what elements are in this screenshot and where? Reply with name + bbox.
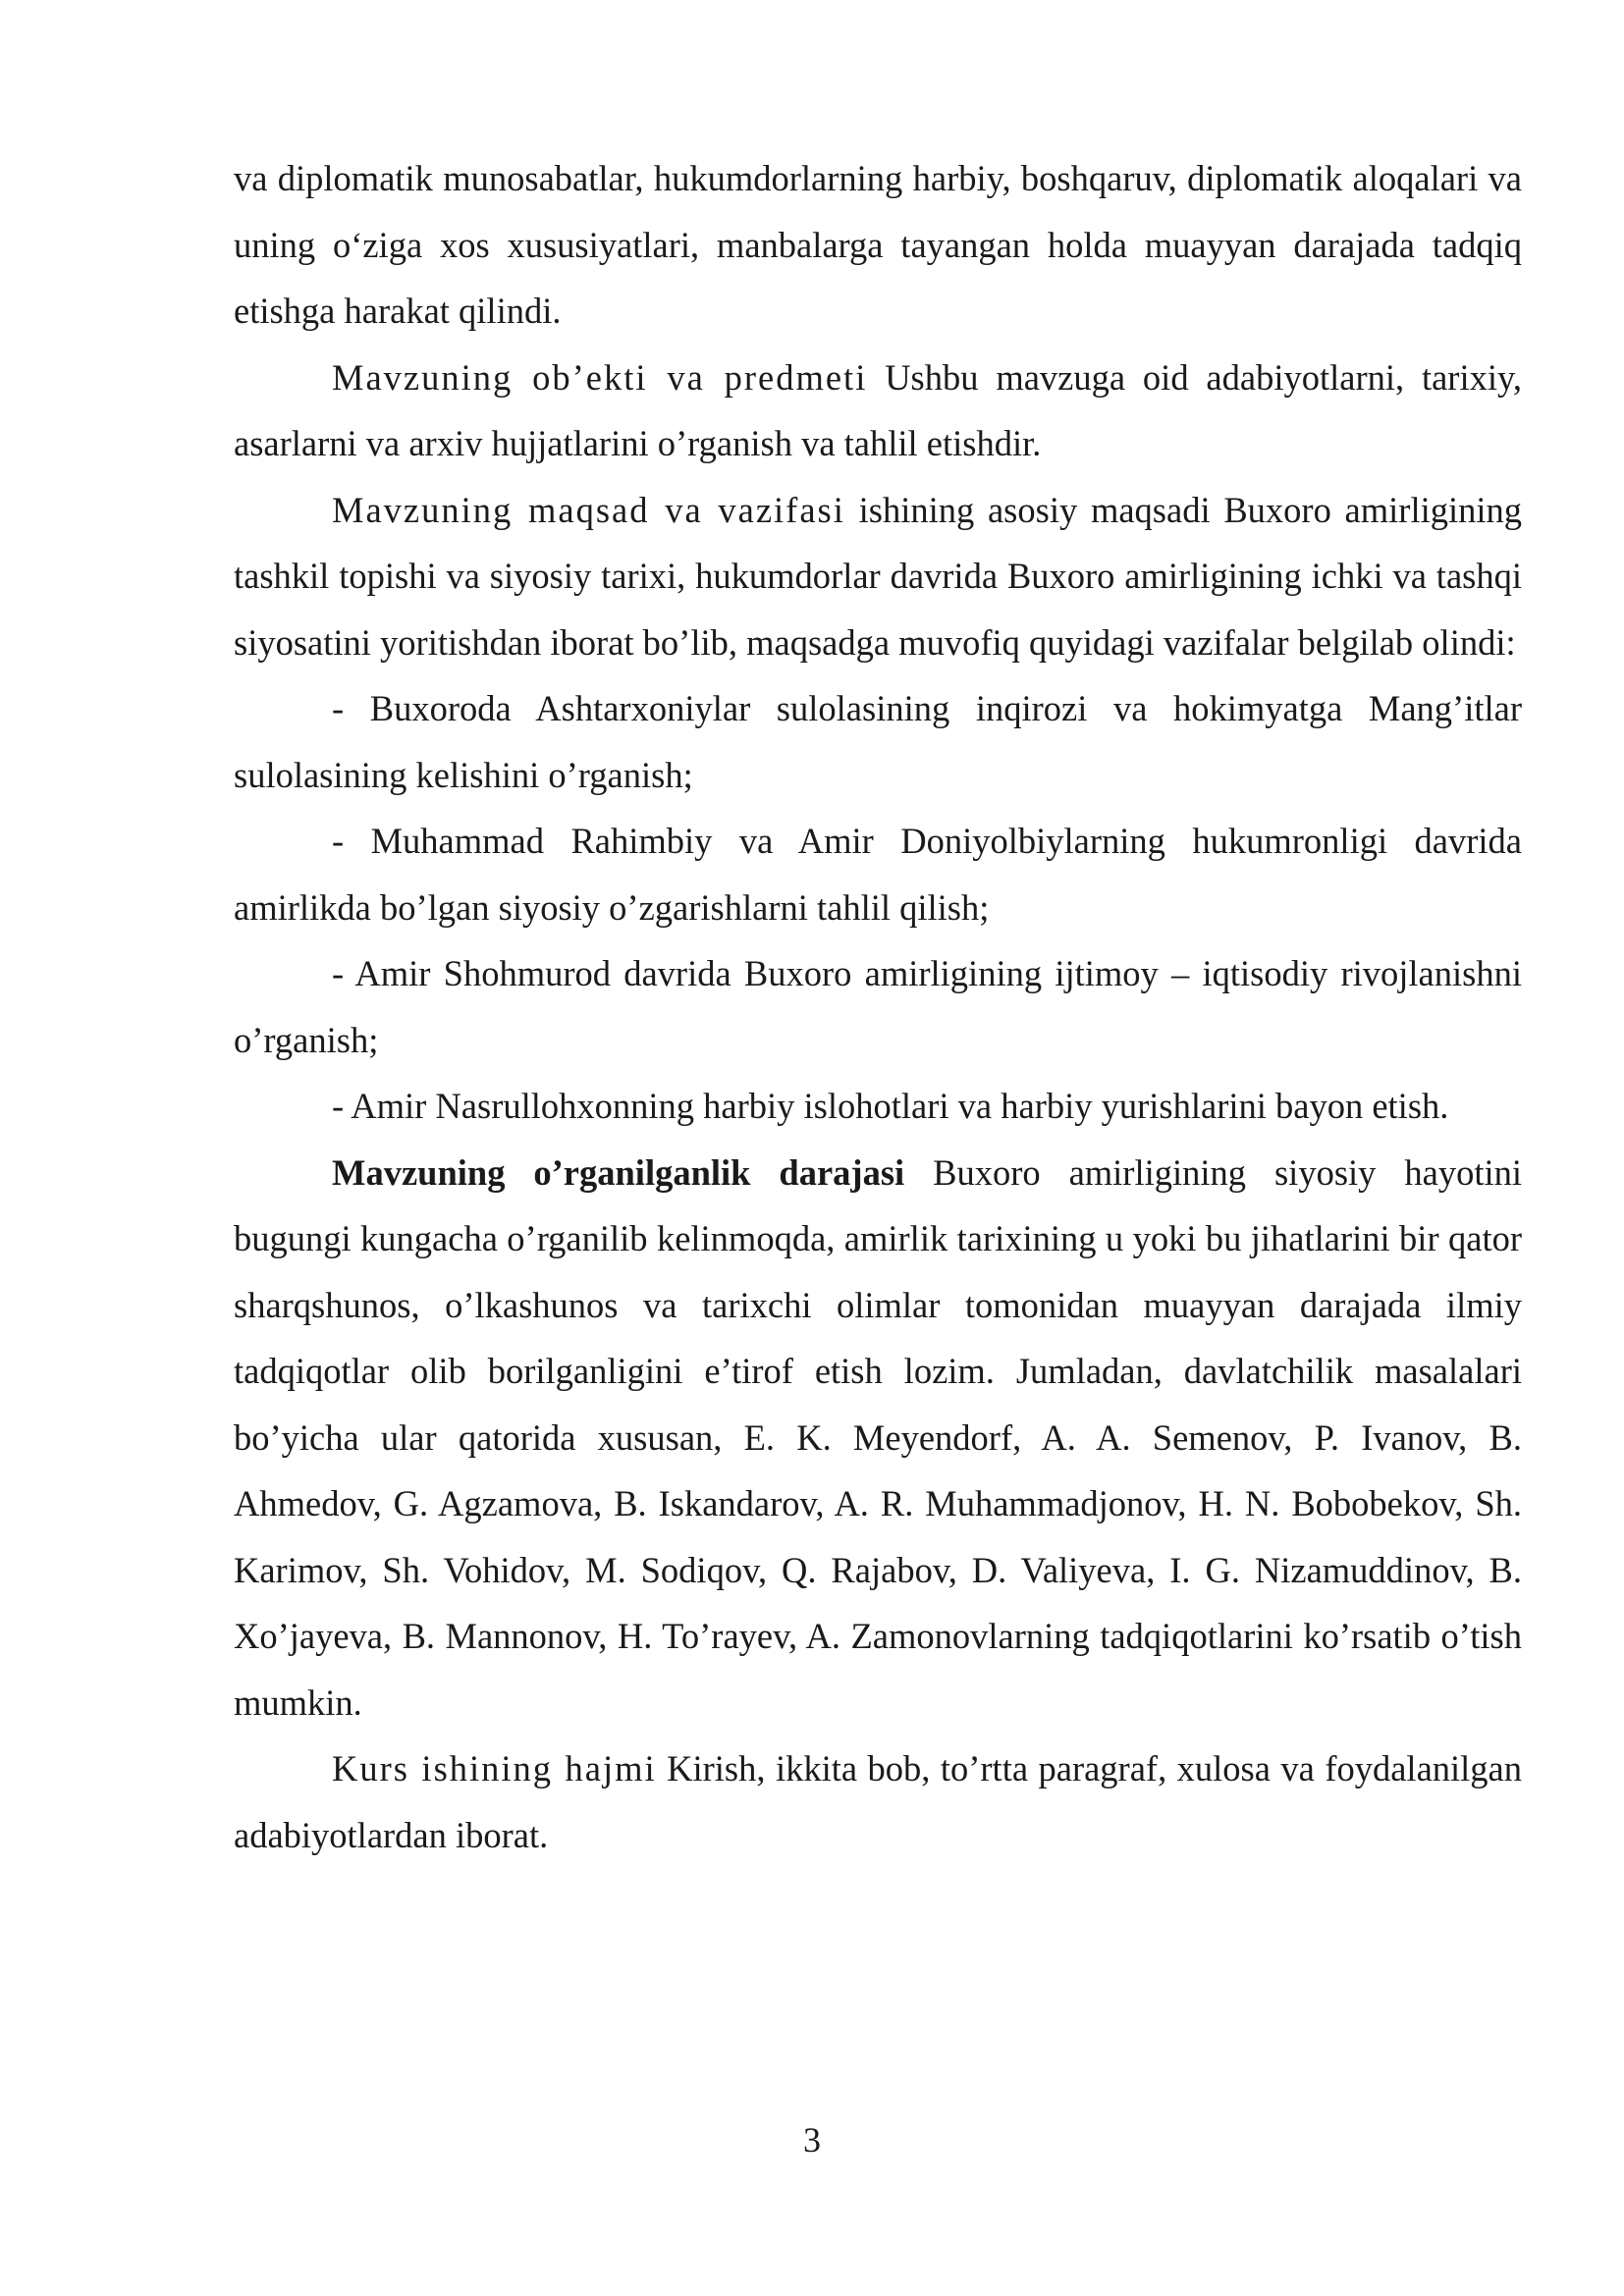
research-degree-text: Buxoro amirligining siyosiy hayotini bugungi kungacha o’rganilib kelinmoqda, amirlik tarixining u yoki bu jihatlarini bir qator sharqshunos, o’lkashunos va tarixchi olimlar tomonidan muayyan darajada ilmiy tadqiqotlar olib borilganligini e’tirof etish lozim. Jumladan, davlatchilik masalalari bo’yicha ular qatorida xususan, E. K. Meyendorf, A. A. Semenov, P. Ivanov, B. Ahmedov, G. Agzamova, B. Iskandarov, A. R. Muhammadjonov, H. N. Bobobekov, Sh. Karimov, Sh. Vohidov, M. Sodiqov, Q. Rajabov, D. Valiyeva, I. G. Nizamuddinov, B. Xo’jayeva, B. Mannonov, H. To’rayev, A. Zamonovlarning tadqiqotlarini ko’rsatib o’tish mumkin. [234,1151,1522,1723]
paragraph-intro-continuation: va diplomatik munosabatlar, hukumdorlarning harbiy, boshqaruv, diplomatik aloqalari va uning o‘ziga xos xususiyatlari, manbalarga tayangan holda muayyan darajada tadqiq etishga harakat qilindi. [234,158,1522,331]
work-volume-text: Kirish, ikkita bob, to’rtta paragraf, xulosa va foydalanilgan adabiyotlardan iborat. [234,1748,1522,1855]
object-subject-heading: Mavzuning ob’ekti va predmeti [332,356,868,398]
goals-tasks-text: ishining asosiy maqsadi Buxoro amirligining tashkil topishi va siyosiy tarixi, hukumdorlar davrida Buxoro amirligining ichki va tashqi siyosatini yoritishdan iborat bo’lib, maqsadga muvofiq quyidagi vazifalar belgilab olindi: [234,489,1523,663]
goals-tasks-heading: Mavzuning maqsad va vazifasi [332,489,845,530]
object-subject-text: Ushbu mavzuga oid adabiyotlarni, tarixiy, asarlarni va arxiv hujjatlarini o’rganish va tahlil etishdir. [234,356,1522,463]
paragraph-research-degree [234,1140,1522,1736]
document-body [234,145,1522,1868]
task-list-item: - Muhammad Rahimbiy va Amir Doniyolbiylarning hukumronligi davrida amirlikda bo’lgan siyosiy o’zgarishlarni tahlil qilish; [234,821,1522,928]
paragraph-object-subject [234,345,1522,477]
paragraph-goals-tasks [234,477,1522,676]
task-list-item: - Amir Shohmurod davrida Buxoro amirligining ijtimoy – iqtisodiy rivojlanishni o’rganish; [234,953,1522,1060]
task-list-item: - Buxoroda Ashtarxoniylar sulolasining inqirozi va hokimyatga Mang’itlar sulolasining kelishini o’rganish; [234,688,1522,795]
research-degree-heading: Mavzuning o’rganilganlik darajasi [332,1151,905,1193]
work-volume-heading: Kurs ishining hajmi [332,1748,657,1789]
task-list-item: - Amir Nasrullohxonning harbiy islohotlari va harbiy yurishlarini bayon etish. [332,1086,1449,1126]
paragraph-work-volume [234,1735,1522,1868]
page-number: 3 [803,2120,821,2160]
